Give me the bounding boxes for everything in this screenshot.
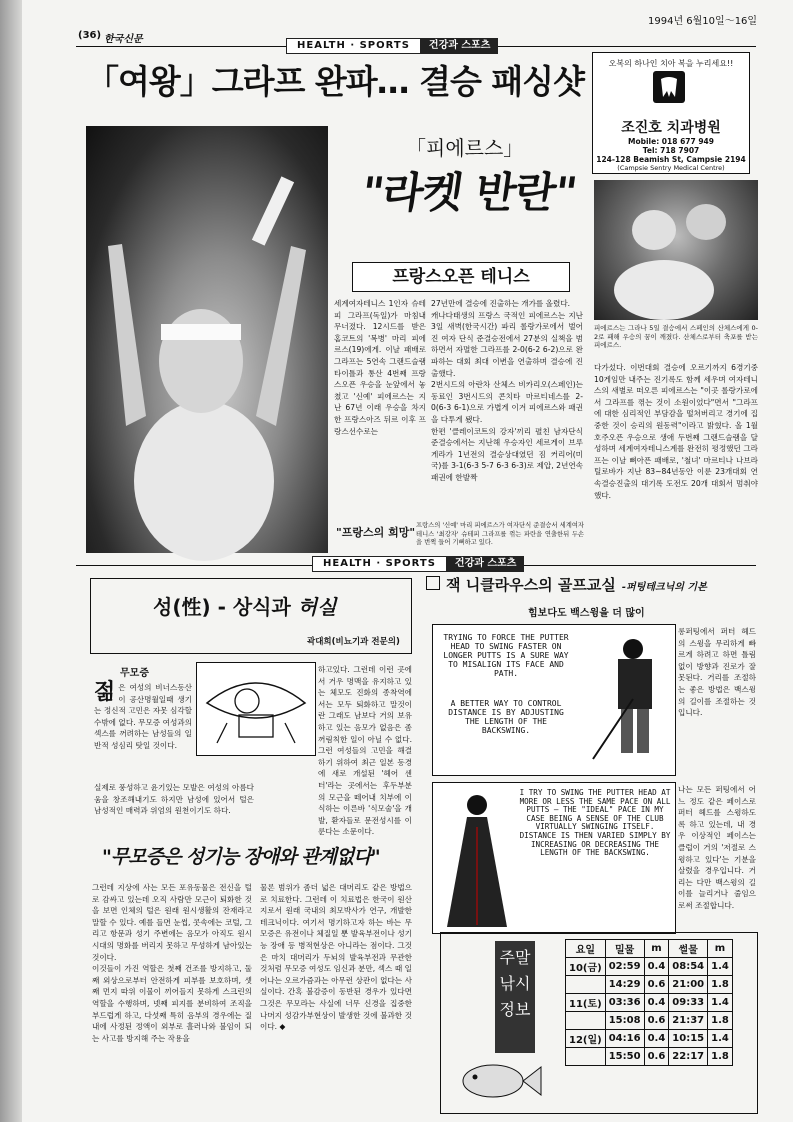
tooth-icon (653, 71, 685, 103)
tennis-column-2 (431, 298, 583, 520)
tide-low-m: 1.8 (708, 1012, 733, 1030)
tide-high-time: 03:36 (605, 994, 644, 1012)
player-silhouette (86, 126, 328, 553)
tide-high-time: 02:59 (605, 958, 644, 976)
golf-lesson: 힘보다도 백스윙을 더 많이 (528, 608, 645, 619)
tennis-col2-para-3: 2번시드의 아란차 산체스 비카리오(스페인)는 동료인 3번시드의 콘치타 마르티네스를 2-0(6-3 6-1)으로 가볍게 이겨 피에르스와 패권을 다투게 됐다. (431, 380, 583, 424)
tennis-second-photo (594, 180, 758, 320)
table-row (566, 1030, 733, 1048)
section-label-kr: 건강과 스포츠 (421, 38, 498, 54)
tide-table (565, 939, 733, 1066)
tide-header-high-m: m (644, 940, 669, 958)
health-title-accent: 허실 (297, 595, 337, 619)
hope-label: "프랑스의 희망" (336, 526, 416, 539)
section-bar-top (286, 38, 498, 54)
tide-header-row (566, 940, 733, 958)
golf-panel-1-text-b: A BETTER WAY TO CONTROL DISTANCE IS BY ADJUSTING THE LENGTH OF THE BACKSWING. (448, 699, 564, 735)
tide-header-low: 썰물 (669, 940, 708, 958)
tennis-col2-para-1: 27년만에 결승에 진출하는 개가를 올렸다. (431, 299, 571, 308)
health-quote: "무모증은 성기능 장애와 관계없다" (102, 846, 380, 868)
ad-clinic-name: 조진호 치과병원 (621, 120, 721, 136)
tide-high-m: 0.6 (644, 976, 669, 994)
event-banner (352, 262, 570, 292)
health-author: 곽대희(비뇨기과 전문의) (307, 637, 400, 647)
health-title (153, 591, 336, 620)
tide-header-low-m: m (708, 940, 733, 958)
golf-panel-1 (432, 624, 676, 776)
drop-cap: 젊 (94, 680, 116, 705)
health-right-column: 하고있다. 그런데 이런 곳에서 거우 명맥을 유지하고 있는 체모도 진화의 종착역에서는 모두 퇴화하고 말것이란 그래도 남보다 거의 보유하고 있는 음모가 없음은 좀 꺼림칙한 일이 아닐 수 없다. 그런 여성들의 고민을 해결하기 위하여 최근 일본 동경에 새로 개설된 '헤어 센터'라는 곳에서는 후두부분의 모근을 떼어내 치부에 이식하는 이른바 '식모술'을 개발, 환자들로 문전성시를 이룬다는 소문이다. (318, 665, 412, 837)
ad-contact (593, 137, 749, 173)
tide-low-time: 21:00 (669, 976, 708, 994)
golf-side-text-2: 나는 모든 퍼팅에서 어느 정도 같은 페이스로 퍼터 헤드를 스윙하도록 하고 있는데, 내 경우 이상적인 페이스는 클럽이 거의 '저절로 스윙하고 있다'는 기분을 살렸을 경우입니다. 거리는 다만 백스윙의 길이를 늘리거나 줄임으로써 조절합니다. (678, 785, 756, 910)
ad-slogan: 오복의 하나인 치아 복을 누리세요!! (608, 59, 734, 68)
golfer-illustration-1 (573, 629, 673, 769)
scan-gutter (0, 0, 22, 1122)
golf-panel-2-text: I TRY TO SWING THE PUTTER HEAD AT MORE OR LESS THE SAME PACE ON ALL PUTTS — THE "IDEAL" PACE IN MY CASE BEING A SENSE OF THE CLUB VIRTUALLY SWINGING ITSELF. DISTANCE IS THEN VARIED SIMPLY BY INCREASING OR DECREASING THE LENGTH OF THE BACKSWING. (519, 788, 671, 858)
golf-panel-1-text-a: TRYING TO FORCE THE PUTTER HEAD TO SWING FASTER ON LONGER PUTTS IS A SURE WAY TO MISALIGN ITS FACE AND PATH. (443, 633, 569, 678)
health-body-right: 물론 범위가 좀더 넓은 대머리도 같은 방법으로 치료한다. 그런데 이 치료법은 한국이 원산지로서 원래 국내의 최모박사가 연구, 개발한 테크닉이다. 여기서 명기하고자 하는 바는 무모증은 유전이나 체질일 뿐 발육부전이나 성기능 장애 등 병적현상은 아니라는 점이다. 그것은 마치 대머리가 두뇌의 발육부전과 무관한 것처럼 무모증 여성도 임신과 분만, 섹스 때 일어나는 오르가즘과는 아무런 상관이 없다는 사실이다. 간혹 불감증이 동반된 경우가 있다면 그것은 무모라는 사실에 너무 신경을 집중한 나머지 성감가부현상이 발생한 것에 불과한 것이다. ◆ (260, 883, 412, 1032)
ad-address: 124-128 Beamish St, Campsie 2194 (596, 155, 746, 164)
health-para-1: 은 여성의 비너스동산이 공산명월일때 생기는 정신적 고민은 자못 심각할 수밖에 없다. 무모증 여성과의 섹스를 꺼려하는 남성들의 일반적 성심리 탓일 것이다. (94, 683, 192, 750)
table-row (566, 976, 733, 994)
tennis-column-1: 세계여자테니스 1인자 슈테피 그라프(독일)가 마침내 무너졌다. 12시드를 받은 홈코트의 '복병' 마리 피에르스(19)에게. 이날 패배로 그라프는 5연속 그랜드슬램타이틀과 통산 4번째 프랑스오픈 우승을 눈앞에서 놓쳤고 '신예' 피에르스는 지난 67년 이래 우승을 차지한 프랑스아즈 뒤르 이후 프랑스선수로는 (334, 299, 426, 436)
tide-high-time: 15:08 (605, 1012, 644, 1030)
health-body-para-1: 그런데 지상에 사는 모든 포유동물은 전신을 털로 감싸고 있는데 오직 사람만 모근이 퇴화한 것을 보면 인체의 털은 원래 원시생활의 잔재라고 말할 수 있다. 예를 들면 눈썹, 콧속에는 코털, 그리고 항문과 성기 주변에는 음모가 아직도 원시시대의 명화를 버리지 못하고 무성하게 남아있는 것이다. (92, 883, 252, 962)
tide-low-time: 21:37 (669, 1012, 708, 1030)
celebration-figures (594, 180, 758, 320)
section-bar-bottom (312, 556, 524, 572)
table-row (566, 1048, 733, 1066)
golfer-illustration-2 (437, 787, 517, 927)
paper-name: 한국신문 (104, 34, 143, 45)
tide-high-time: 15:50 (605, 1048, 644, 1066)
tide-low-m: 1.8 (708, 1048, 733, 1066)
table-row (566, 1012, 733, 1030)
tide-day: 12(일) (566, 1030, 606, 1048)
ad-mobile: Mobile: 018 677 949 (627, 137, 714, 146)
tide-day (566, 1048, 606, 1066)
tide-high-m: 0.4 (644, 1030, 669, 1048)
tide-high-m: 0.6 (644, 1012, 669, 1030)
tide-header-day: 요일 (566, 940, 606, 958)
health-title-box (90, 578, 412, 654)
golf-subtitle: -퍼팅테크닉의 기본 (621, 582, 707, 593)
tide-high-m: 0.4 (644, 958, 669, 976)
tennis-main-photo (86, 126, 328, 553)
tide-header-high: 밀물 (605, 940, 644, 958)
table-row (566, 994, 733, 1012)
golf-panel-2 (432, 782, 676, 934)
health-title-main: 성(性) - 상식과 (153, 595, 291, 619)
tennis-col2-para-4: 한편 '클레이코트의 강자'끼리 펼친 남자단식 준결승에서는 지난해 우승자인 세르게이 브루게라가 1년전의 결승상대였던 짐 커리어(미국)를 3-1(6-3 5-7 6-3 6-3)로 제압, 2년연속 패권에 한발짝 (431, 426, 583, 482)
health-para-2: 실제로 풍성하고 윤기있는 모발은 여성의 아름다움을 창조해내기도 하지만 남성에 있어서 털은 남성적인 매력과 위엄의 원천이기도 하다. (94, 783, 254, 816)
golf-side-text-1: 롱퍼팅에서 퍼터 헤드의 스윙을 무리하게 빠르게 하려고 하면 틀림없이 방향과 진로가 잘못된다. 거리를 조절하는 좋은 방법은 백스윙의 길이를 조절하는 것입니다. (678, 627, 756, 718)
tide-low-time: 09:33 (669, 994, 708, 1012)
hope-caption: 프랑스의 '신예' 마리 피에르스가 여자단식 준결승서 세계여자테니스 '최강자' 슈테피 그라프를 꺾는 파란을 연출한뒤 두손을 번쩍 들어 기뻐하고 있다. (416, 522, 584, 546)
tide-low-m: 1.4 (708, 994, 733, 1012)
tide-day (566, 1012, 606, 1030)
section-label-en: HEALTH · SPORTS (286, 38, 421, 54)
health-intro (94, 682, 192, 780)
tide-low-m: 1.8 (708, 976, 733, 994)
tide-low-m: 1.4 (708, 958, 733, 976)
health-subhead: 무모증 (120, 668, 149, 679)
tennis-subhead: "라켓 반란" (358, 168, 580, 217)
ad-building: (Campsie Sentry Medical Centre) (617, 164, 725, 172)
tide-day: 10(금) (566, 958, 606, 976)
golf-header (426, 574, 756, 595)
fishing-box (440, 932, 758, 1114)
page-number: (36) (78, 30, 102, 41)
tennis-kicker: 「피에르스」 (406, 136, 524, 160)
tennis-column-3: 다가섰다. 이번대회 결승에 오르기까지 6경기중 10게임만 내주는 진기록도 함께 세우며 여자테니스의 새별로 떠오른 피에르스는 "이곳 롤랑가로에서 그라프를 꺾는 것이 소원이었다"면서 "그라프에 대한 심리적인 부담감을 떨쳐버리고 경기에 집중한 것이 승리의 원동력"이라고 밝혔다. 올 1월 호주오픈 우승으로 생애 두번째 그랜드슬램을 달성하며 세계여자테니스계를 완전히 평정했던 그라프는 이날 뼈아픈 패배로, '철녀' 마르티나 나브라틸로바가 지난 83~84년동안 이룬 23개대회 연속결승진출의 대기록 도전도 20개 대회서 멈춰야했다. (594, 363, 758, 500)
fishing-label: 주말 낚시 정보 (495, 941, 535, 1053)
health-body-left (92, 882, 252, 1092)
tennis-col2-para-2: 캐나다태생의 프랑스 국적인 피에르스는 지난 3일 새벽(한국시간) 파리 롤랑가로에서 벌어진 여자 단식 준결승전에서 27분의 실책을 범하면서 자멸한 그라프를 2-0(6-2 6-2)으로 완파하는 대회 최대 이변을 연출하며 결승에 진출했다. (431, 310, 583, 378)
ad-tel: Tel: 718 7907 (642, 146, 700, 155)
tide-high-m: 0.6 (644, 1048, 669, 1066)
tide-low-m: 1.4 (708, 1030, 733, 1048)
tide-high-m: 0.4 (644, 994, 669, 1012)
tide-day: 11(토) (566, 994, 606, 1012)
issue-date: 1994년 6월10일～16일 (648, 16, 758, 27)
event-title: 프랑스오픈 테니스 (392, 267, 530, 287)
tennis-headline: 「여왕」그라프 완파… 결승 패싱샷 (86, 62, 585, 101)
tide-low-time: 22:17 (669, 1048, 708, 1066)
table-row (566, 958, 733, 976)
tide-day (566, 976, 606, 994)
second-photo-caption: 피에르스는 그라나 5일 결승에서 스페인의 산체스에게 0-2로 패해 우승의 꿈이 깨졌다. 산체스로부터 축포를 받는 피에르스. (594, 324, 758, 349)
tide-high-time: 14:29 (605, 976, 644, 994)
checkbox-icon (426, 576, 440, 590)
dental-ad (592, 52, 750, 174)
tide-low-time: 08:54 (669, 958, 708, 976)
health-body-para-2: 이것들이 가진 역할은 첫째 건조를 방지하고, 둘째 외상으로부터 안전하게 피부를 보호하며, 셋째 먼지 따위 이물이 끼어들지 못하게 스크린의 역할을 수행하며, 넷째 피지를 분비하여 조직을 부드럽게 하고, 다섯째 특히 음부의 경우에는 질내에 사정된 정액이 외부로 흘러나와 불임이 되는 사고를 방지해 주는 작용을 (92, 964, 252, 1043)
tide-high-time: 04:16 (605, 1030, 644, 1048)
section-label-kr-2: 건강과 스포츠 (447, 556, 524, 572)
section-label-en-2: HEALTH · SPORTS (312, 556, 447, 572)
golf-title: 잭 니클라우스의 골프교실 (446, 576, 616, 594)
fish-icon (445, 1051, 545, 1111)
tide-low-time: 10:15 (669, 1030, 708, 1048)
